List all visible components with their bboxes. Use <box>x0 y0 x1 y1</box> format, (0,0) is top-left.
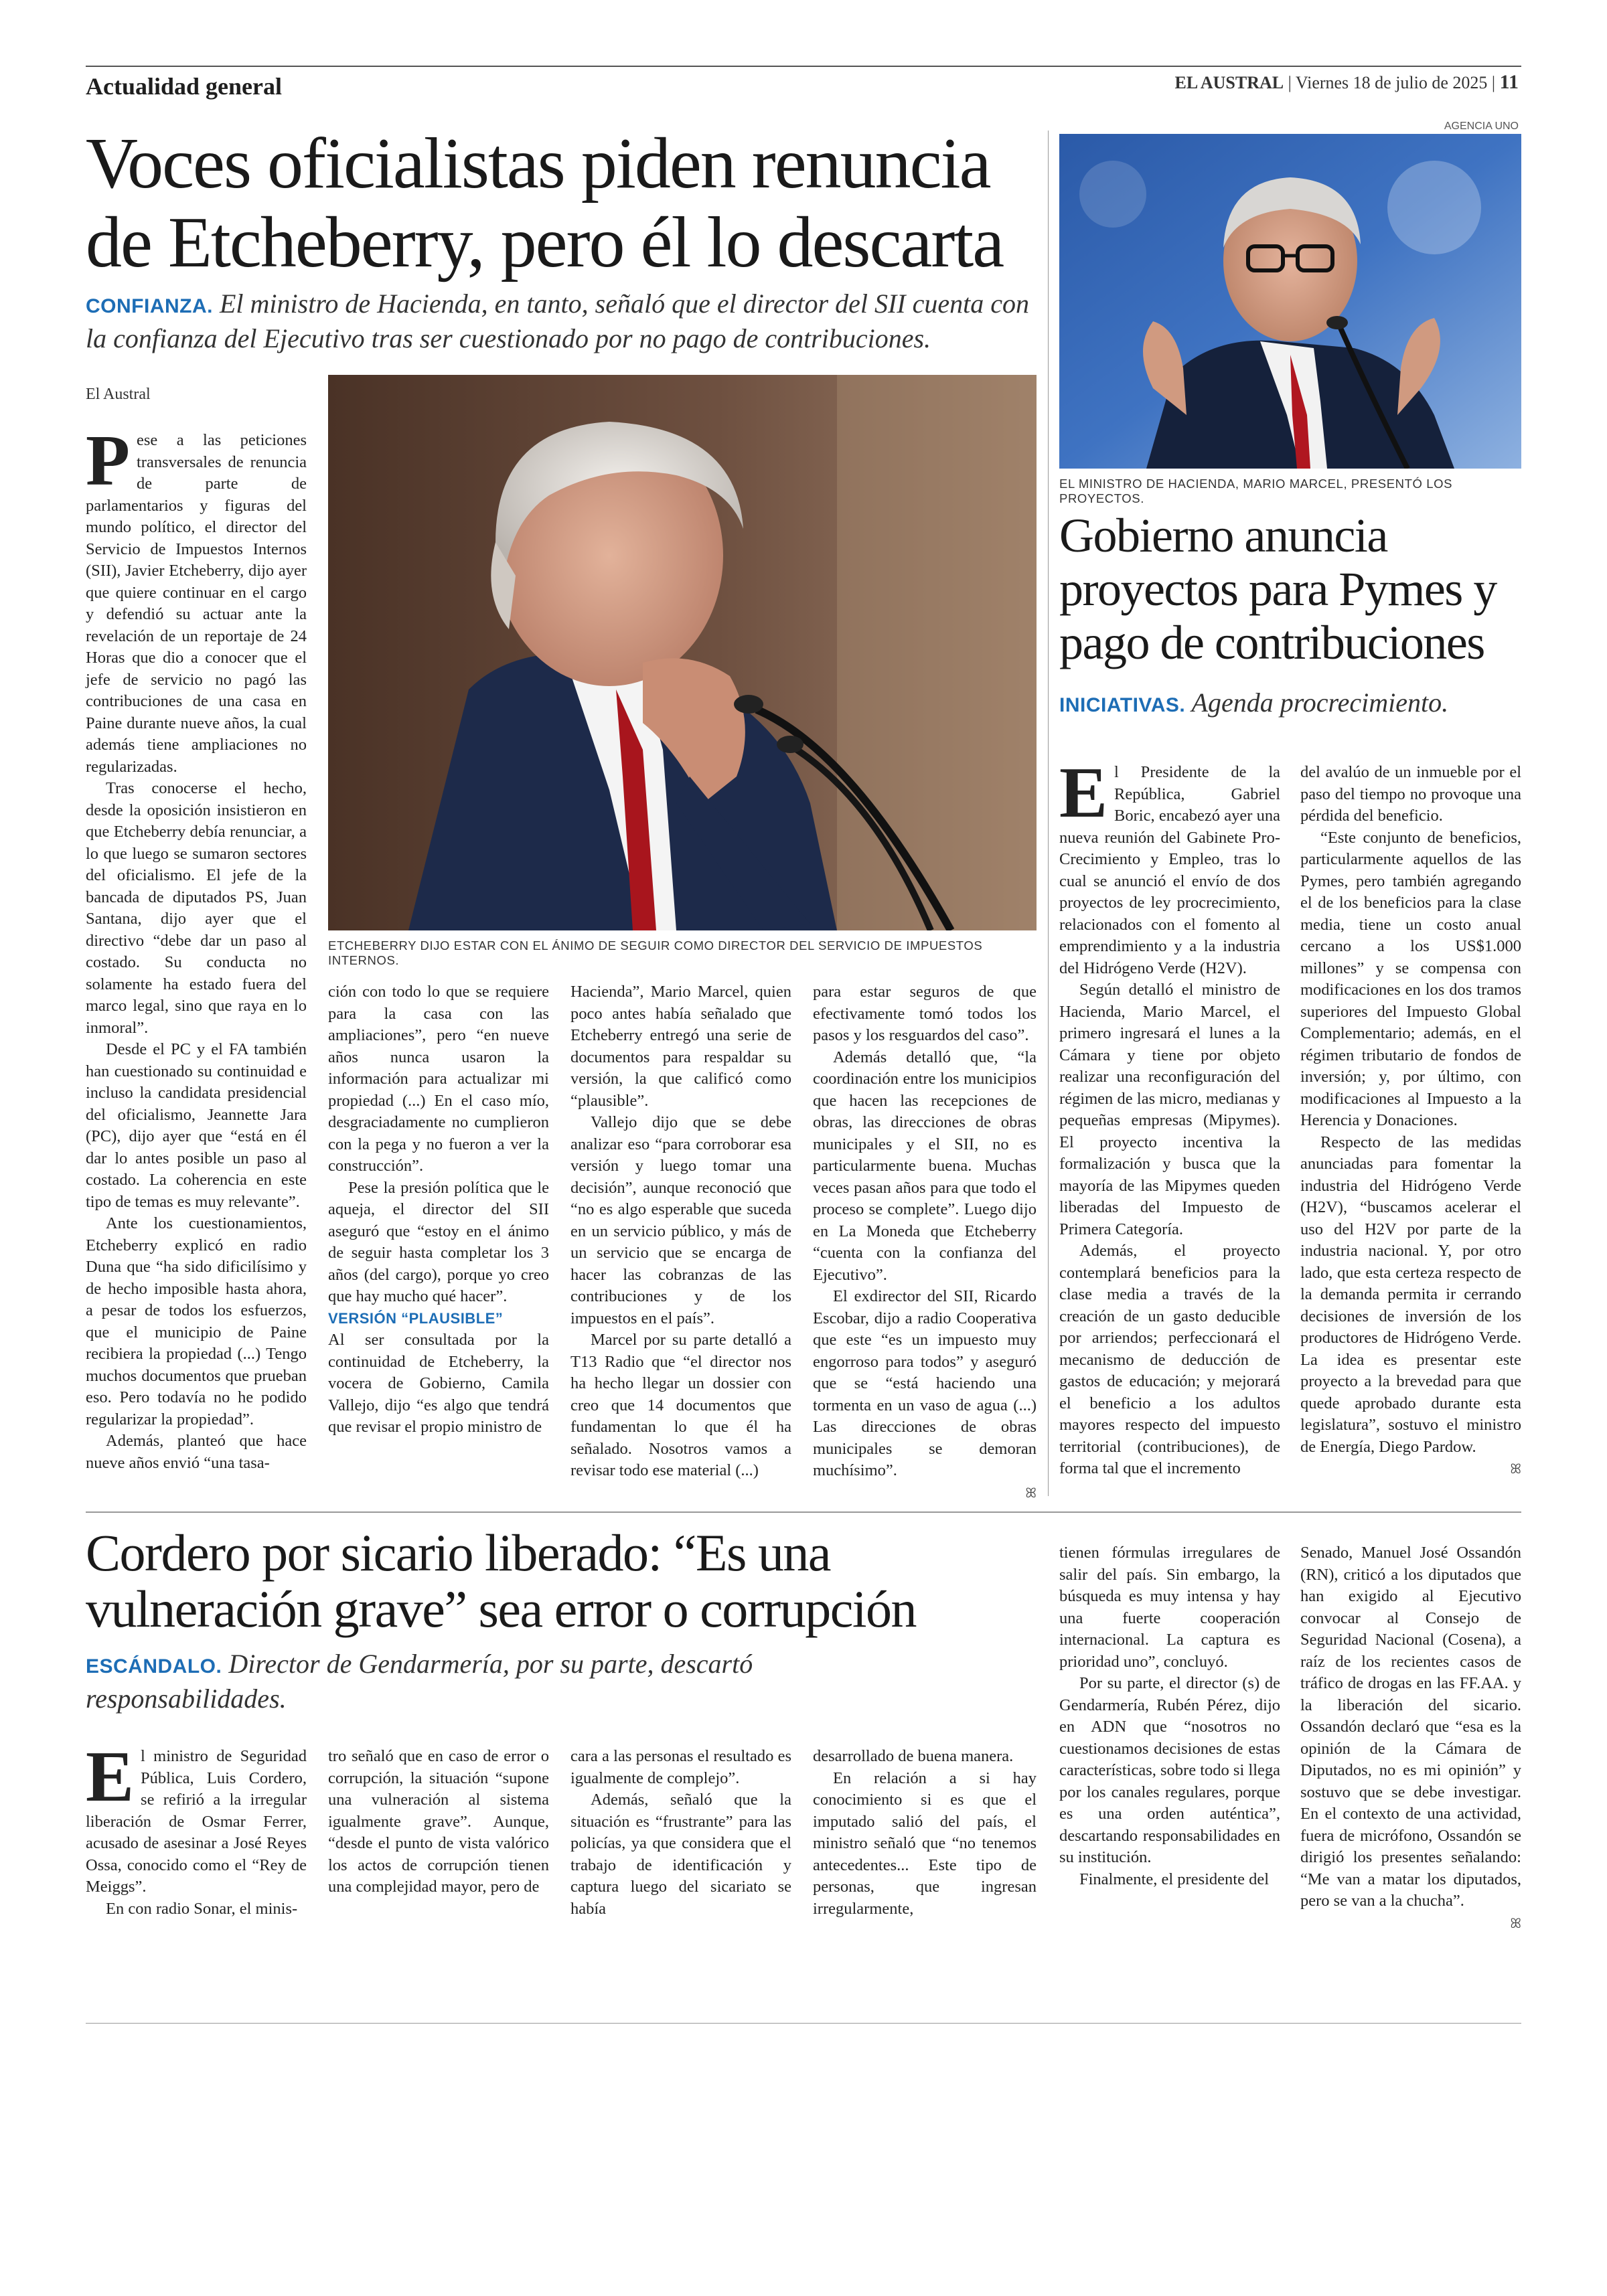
bottom-headline: Cordero por sicario liberado: “Es una vulneración grave” sea error o corrupción <box>86 1524 917 1638</box>
page-number: 11 <box>1499 71 1519 93</box>
subhead: VERSIÓN “PLAUSIBLE” <box>328 1309 504 1327</box>
bottom-col-4 <box>813 1746 1037 1920</box>
side-col-2 <box>1300 762 1521 1480</box>
paragraph: desarrollado de buena manera. <box>813 1747 1014 1765</box>
byline: El Austral <box>86 386 151 403</box>
main-col-1 <box>86 421 307 1474</box>
paragraph: para estar seguros de que efectivamente tomó todos los pasos y los resguardos del caso”. <box>813 983 1037 1044</box>
paragraph: Al ser consultada por la continuidad de Etcheberry, la vocera de Gobierno, Camila Vallejo, dijo “es algo que tendrá que revisar el propio ministro de <box>328 1331 549 1436</box>
paragraph: Además detalló que, “la coordinación entre los municipios que hacen las recepciones de obras, las direcciones de obras municipales y el SII, no es particularmente buena. Muchas veces pasan años para que todo el proceso se complete”. Luego dijo en La Moneda que Etcheberry “cuenta con la confianza del Ejecutivo”. <box>813 1048 1037 1284</box>
main-col-3 <box>570 981 791 1482</box>
paragraph: Además, planteó que hace nueve años envió “una tasa- <box>86 1432 307 1472</box>
paragraph: Vallejo dijo que se debe analizar eso “para corroborar esa versión y luego tomar una decisión”, aunque reconoció que “no es algo esperable que suceda en un servicio público, y más de un servicio que se encarga de hacer las cobranzas de las contribuciones y de los impuestos en el país”. <box>570 1113 791 1327</box>
main-kicker <box>86 288 1037 355</box>
side-photo-caption: EL MINISTRO DE HACIENDA, MARIO MARCEL, PRESENTÓ LOS PROYECTOS. <box>1059 477 1453 505</box>
bottom-kicker <box>86 1648 822 1715</box>
paper-name: EL AUSTRAL <box>1174 73 1284 92</box>
etcheberry-photo <box>328 375 1037 930</box>
top-rule <box>86 66 1521 67</box>
masthead: EL AUSTRAL | Viernes 18 de julio de 2025 | 11 <box>1174 71 1519 93</box>
main-photo-caption: ETCHEBERRY DIJO ESTAR CON EL ÁNIMO DE SEGUIR COMO DIRECTOR DEL SERVICIO DE IMPUESTOS INTERNOS. <box>328 938 983 967</box>
marcel-photo <box>1059 134 1521 469</box>
main-kicker-text: El ministro de Hacienda, en tanto, señaló que el director del SII cuenta con la confianza del Ejecutivo tras ser cuestionado por no pago de contribuciones. <box>86 289 1029 353</box>
end-mark-icon: ꕤ <box>1510 1914 1521 1931</box>
column-divider <box>1048 131 1049 1496</box>
paragraph: Desde el PC y el FA también han cuestionado su continuidad e incluso la candidata presidencial del oficialismo, Jeannette Jara (PC), dijo ayer que “está en él dar lo antes posible un paso al costado. La coherencia en este tipo de temas es muy relevante”. <box>86 1040 307 1211</box>
main-kicker-label: CONFIANZA. <box>86 295 213 317</box>
paragraph: Hacienda”, Mario Marcel, quien poco antes había señalado que Etcheberry entregó una serie de documentos para respaldar su versión, la que calificó como “plausible”. <box>570 983 791 1110</box>
paragraph: tro señaló que en caso de error o corrupción, la situación “supone una vulneración al sistema igualmente grave”. Aunque, “desde el punto de vista valórico los actos de corrupción tienen una complejidad mayor, pero de <box>328 1747 549 1896</box>
main-col-4 <box>813 981 1037 1503</box>
end-mark-icon: ꕤ <box>1025 1484 1037 1501</box>
paragraph: “Este conjunto de beneficios, particularmente aquellos de las Pymes, pero también agregando el de los beneficios para la clase media, tiene un costo anual cercano a los US$1.000 millones” y se compensa con modificaciones en los dos tramos superiores del Impuesto Global Complementario; además, en el régimen tributario de fondos de inversión; y, por último, con modificaciones al Impuesto a la Herencia y Donaciones. <box>1300 828 1521 1129</box>
paragraph: del avalúo de un inmueble por el paso del tiempo no provoque una pérdida del beneficio. <box>1300 763 1521 825</box>
main-dropcap: P <box>86 421 130 501</box>
side-kicker <box>1059 687 1521 722</box>
paragraph: tienen fórmulas irregulares de salir del país. Sin embargo, la búsqueda es muy intensa y hay una fuerte cooperación internacional. La captura es prioridad uno”, concluyó. <box>1059 1544 1280 1671</box>
side-dropcap: E <box>1059 753 1108 833</box>
paragraph: Respecto de las medidas anunciadas para fomentar la industria del Hidrógeno Verde (H2V), “buscamos acelerar el uso del H2V por parte de la industria nacional. Y, por otro lado, que esta certeza respecto de la demanda permita ir cerrando decisiones de inversión de los productores de Hidrógeno Verde. La idea es presentar este proyecto a la brevedad para que quede aprobado durante esta legislatura”, sostuvo el ministro de Energía, Diego Pardow. <box>1300 1133 1521 1456</box>
bottom-kicker-text: Director de Gendarmería, por su parte, descartó responsabilidades. <box>86 1649 753 1714</box>
page-bottom-rule <box>86 2023 1521 2024</box>
bottom-dropcap: E <box>86 1737 135 1817</box>
paragraph: Ante los cuestionamientos, Etcheberry explicó en radio Duna que “ha sido dificilísimo y de hecho imposible hasta ahora, a pesar de todos los esfuerzos, que el municipio de Paine recibiera la propiedad (...) Tengo muchos documentos que prueban eso. Pero todavía no he podido regularizar la propiedad”. <box>86 1214 307 1428</box>
marcel-photo-illustration <box>1059 134 1521 469</box>
side-col-1 <box>1059 753 1280 1480</box>
paragraph: ción con todo lo que se requiere para la casa con las ampliaciones”, pero “en nueve años nunca usaron la información para actualizar mi propiedad (...) En el caso mío, desgraciadamente no cumplieron con la pega y no fueron a ver la construcción”. <box>328 983 549 1175</box>
paragraph: Senado, Manuel José Ossandón (RN), criticó a los diputados que han exigido al Ejecutivo convocar al Consejo de Seguridad Nacional (Cosena), a raíz de los recientes casos de tráfico de drogas en las FF.AA. y la liberación del sicario. Ossandón declaró que “esa es la opinión de la Cámara de Diputados, no es mi opinión” y sostuvo que se debe investigar. En el contexto de una actividad, fuera de micrófono, Ossandón se dirigió los presentes señalando: “Me van a matar los diputados, pero se van a la chucha”. <box>1300 1544 1521 1910</box>
bottom-article-rule <box>86 1511 1521 1513</box>
paragraph: Por su parte, el director (s) de Gendarmería, Rubén Pérez, dijo en ADN que “nosotros no cuestionamos decisiones de estas características, sobre todo si llega por los canales regulares, porque es una orden auténtica”, descartando responsabilidades en su institución. <box>1059 1674 1280 1866</box>
section-label: Actualidad general <box>86 73 282 100</box>
bottom-col-6 <box>1300 1542 1521 1934</box>
paragraph: Marcel por su parte detalló a T13 Radio que “el director nos ha hecho llegar un dossier con creo que 14 documentos que fundamentan lo que él ha señalado. Nosotros vamos a revisar todo ese material (...) <box>570 1331 791 1479</box>
etcheberry-photo-illustration <box>328 375 1037 930</box>
paragraph: Tras conocerse el hecho, desde la oposición insistieron en que Etcheberry debía renunciar, a lo que luego se sumaron sectores del oficialismo. El jefe de la bancada de diputados PS, Juan Santana, dijo ayer que el directivo “debe dar un paso al costado. Su conducta no solamente ha estado fuera del marco legal, sino que raya en lo inmoral”. <box>86 779 307 1037</box>
issue-date: Viernes 18 de julio de 2025 <box>1295 73 1488 92</box>
bottom-col-1 <box>86 1737 307 1920</box>
end-mark-icon: ꕤ <box>1510 1461 1521 1477</box>
paragraph: l Presidente de la República, Gabriel Boric, encabezó ayer una nueva reunión del Gabinete Pro-Crecimiento y Empleo, tras lo cual se anunció el envío de dos proyectos de ley procrecimiento, relacionados con el fomento al emprendimiento y a la industria del Hidrógeno Verde (H2V). <box>1059 763 1280 977</box>
paragraph: l ministro de Seguridad Pública, Luis Cordero, se refirió a la irregular liberación de Osmar Ferrer, acusado de asesinar a José Reyes Ossa, conocido como el “Rey de Meiggs”. <box>86 1747 307 1896</box>
side-headline: Gobierno anuncia proyectos para Pymes y pago de contribuciones <box>1059 509 1497 669</box>
paragraph: Además, señaló que la situación es “frustrante” para las policías, ya que considera que el trabajo de identificación y captura luego del sicariato se había <box>570 1791 791 1918</box>
paragraph: cara a las personas el resultado es igualmente de complejo”. <box>570 1747 791 1787</box>
paragraph: Según detalló el ministro de Hacienda, Mario Marcel, el primero ingresará el lunes a la Cámara y tiene por objeto realizar una reconfiguración del régimen de las micro, medianas y pequeñas empresas (Mipymes). El proyecto incentiva la formalización y busca que la mayoría de las Mipymes queden liberadas del Impuesto de Primera Categoría. <box>1059 981 1280 1238</box>
paragraph: En relación a si hay conocimiento si es que el imputado salió del país, el ministro señaló que “no tenemos antecedentes... Este tipo de personas, que ingresan irregularmente, <box>813 1769 1037 1918</box>
bottom-kicker-label: ESCÁNDALO. <box>86 1655 222 1677</box>
main-col-2 <box>328 981 549 1439</box>
paragraph: Pese la presión política que le aqueja, el director del SII aseguró que “estoy en el ánimo de seguir hasta completar los 3 años (del cargo), porque yo creo que hay mucho qué hacer”. <box>328 1178 549 1305</box>
paragraph: En con radio Sonar, el minis- <box>106 1899 298 1918</box>
side-kicker-label: INICIATIVAS. <box>1059 694 1186 716</box>
paragraph: Finalmente, el presidente del <box>1079 1870 1270 1888</box>
bottom-col-5 <box>1059 1542 1280 1890</box>
side-kicker-text: Agenda procrecimiento. <box>1191 687 1449 718</box>
paragraph: El exdirector del SII, Ricardo Escobar, dijo a radio Cooperativa que este “es un impuesto muy engorroso para todos” y aseguró que se “está haciendo una tormenta en un vaso de agua (...) Las direcciones de obras municipales se demoran muchísimo”. <box>813 1287 1037 1479</box>
paragraph: ese a las peticiones transversales de renuncia de parte de parlamentarios y figuras del mundo político, el director del Servicio de Impuestos Internos (SII), Javier Etcheberry, dijo ayer que quiere continuar en el cargo y defendió su actuar ante la revelación de un reportaje de 24 Horas que dio a conocer que el jefe de servicio no pagó las contribuciones de una casa en Paine durante nueve años, la cual además tiene ampliaciones no regularizadas. <box>86 431 307 776</box>
bottom-col-3 <box>570 1746 791 1920</box>
bottom-col-2 <box>328 1746 549 1898</box>
paragraph: Además, el proyecto contemplará beneficios para la clase media a través de la creación de un gasto deducible por arriendos; perfeccionará el mecanismo de deducción de gastos de educación; y mejorará el beneficio a los adultos mayores respecto del impuesto territorial (contribuciones), de forma tal que el incremento <box>1059 1242 1280 1477</box>
main-headline: Voces oficialistas piden renuncia de Etcheberry, pero él lo descarta <box>86 124 1004 282</box>
side-photo-credit: AGENCIA UNO <box>1444 120 1519 132</box>
